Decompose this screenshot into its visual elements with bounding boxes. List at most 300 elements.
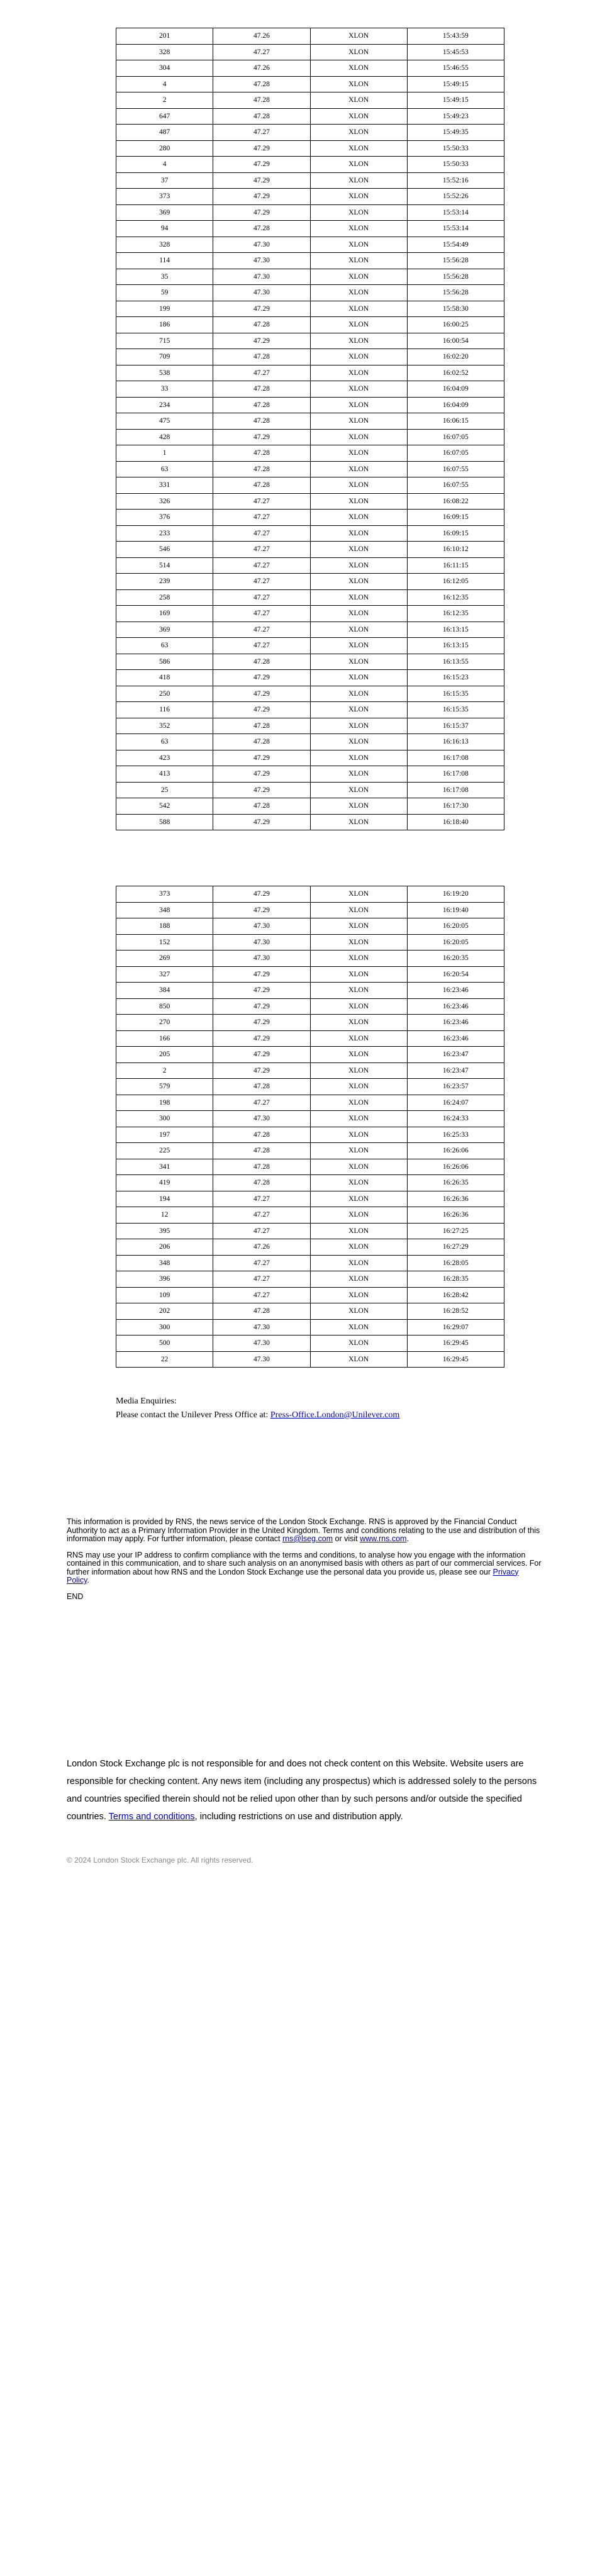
venue-cell: XLON bbox=[310, 493, 407, 510]
table-row bbox=[116, 269, 504, 285]
table-row bbox=[116, 333, 504, 349]
price-cell: 47.29 bbox=[213, 157, 310, 173]
copyright-notice: © 2024 London Stock Exchange plc. All rights reserved. bbox=[67, 1856, 253, 1865]
shares-cell: 586 bbox=[116, 654, 213, 670]
table-row bbox=[116, 702, 504, 718]
time-cell: 16:29:45 bbox=[407, 1351, 504, 1368]
table-row bbox=[116, 189, 504, 205]
table-row bbox=[116, 221, 504, 237]
media-contact bbox=[116, 1408, 399, 1422]
shares-cell: 341 bbox=[116, 1159, 213, 1175]
venue-cell: XLON bbox=[310, 1351, 407, 1368]
media-contact-text: Please contact the Unilever Press Office at: bbox=[116, 1410, 270, 1420]
time-cell: 16:07:05 bbox=[407, 429, 504, 445]
rns-notice bbox=[67, 1518, 542, 1609]
venue-cell: XLON bbox=[310, 365, 407, 381]
time-cell: 16:12:35 bbox=[407, 589, 504, 606]
price-cell: 47.28 bbox=[213, 1127, 310, 1143]
table-row bbox=[116, 686, 504, 702]
shares-cell: 239 bbox=[116, 574, 213, 590]
time-cell: 16:20:05 bbox=[407, 934, 504, 951]
media-heading: Media Enquiries: bbox=[116, 1397, 177, 1406]
venue-cell: XLON bbox=[310, 349, 407, 365]
shares-cell: 59 bbox=[116, 285, 213, 301]
venue-cell: XLON bbox=[310, 253, 407, 269]
time-cell: 16:07:55 bbox=[407, 461, 504, 477]
venue-cell: XLON bbox=[310, 1079, 407, 1095]
table-row bbox=[116, 983, 504, 999]
shares-cell: 250 bbox=[116, 686, 213, 702]
price-cell: 47.27 bbox=[213, 574, 310, 590]
privacy-policy-link[interactable]: Privacy Policy bbox=[67, 1567, 519, 1585]
price-cell: 47.28 bbox=[213, 76, 310, 92]
shares-cell: 348 bbox=[116, 1255, 213, 1271]
table-row bbox=[116, 886, 504, 903]
terms-conditions-link[interactable]: Terms and conditions bbox=[108, 1812, 195, 1822]
venue-cell: XLON bbox=[310, 814, 407, 830]
shares-cell: 166 bbox=[116, 1030, 213, 1047]
price-cell: 47.28 bbox=[213, 221, 310, 237]
shares-cell: 369 bbox=[116, 204, 213, 221]
price-cell: 47.27 bbox=[213, 365, 310, 381]
shares-cell: 300 bbox=[116, 1111, 213, 1127]
time-cell: 16:17:08 bbox=[407, 782, 504, 798]
table-row bbox=[116, 589, 504, 606]
table-row bbox=[116, 493, 504, 510]
shares-cell: 269 bbox=[116, 951, 213, 967]
price-cell: 47.29 bbox=[213, 983, 310, 999]
price-cell: 47.28 bbox=[213, 734, 310, 750]
table-row bbox=[116, 1239, 504, 1256]
price-cell: 47.30 bbox=[213, 285, 310, 301]
time-cell: 16:15:37 bbox=[407, 718, 504, 734]
shares-cell: 199 bbox=[116, 301, 213, 317]
shares-cell: 487 bbox=[116, 125, 213, 141]
venue-cell: XLON bbox=[310, 285, 407, 301]
price-cell: 47.27 bbox=[213, 125, 310, 141]
price-cell: 47.30 bbox=[213, 1351, 310, 1368]
shares-cell: 331 bbox=[116, 477, 213, 494]
shares-cell: 418 bbox=[116, 670, 213, 686]
table-row bbox=[116, 413, 504, 430]
venue-cell: XLON bbox=[310, 461, 407, 477]
price-cell: 47.30 bbox=[213, 1319, 310, 1335]
shares-cell: 186 bbox=[116, 317, 213, 333]
time-cell: 16:23:46 bbox=[407, 1015, 504, 1031]
venue-cell: XLON bbox=[310, 44, 407, 60]
time-cell: 15:50:33 bbox=[407, 140, 504, 157]
time-cell: 15:45:53 bbox=[407, 44, 504, 60]
table-row bbox=[116, 1271, 504, 1288]
time-cell: 16:15:35 bbox=[407, 686, 504, 702]
price-cell: 47.28 bbox=[213, 461, 310, 477]
shares-cell: 419 bbox=[116, 1175, 213, 1191]
venue-cell: XLON bbox=[310, 237, 407, 253]
table-row bbox=[116, 542, 504, 558]
price-cell: 47.28 bbox=[213, 445, 310, 462]
shares-cell: 373 bbox=[116, 886, 213, 903]
time-cell: 16:15:35 bbox=[407, 702, 504, 718]
shares-cell: 22 bbox=[116, 1351, 213, 1368]
price-cell: 47.28 bbox=[213, 317, 310, 333]
table-row bbox=[116, 1111, 504, 1127]
time-cell: 16:12:05 bbox=[407, 574, 504, 590]
time-cell: 16:07:55 bbox=[407, 477, 504, 494]
time-cell: 16:02:52 bbox=[407, 365, 504, 381]
price-cell: 47.27 bbox=[213, 510, 310, 526]
venue-cell: XLON bbox=[310, 934, 407, 951]
venue-cell: XLON bbox=[310, 1303, 407, 1320]
price-cell: 47.29 bbox=[213, 1015, 310, 1031]
time-cell: 15:50:33 bbox=[407, 157, 504, 173]
venue-cell: XLON bbox=[310, 983, 407, 999]
price-cell: 47.27 bbox=[213, 589, 310, 606]
venue-cell: XLON bbox=[310, 1095, 407, 1111]
shares-cell: 413 bbox=[116, 766, 213, 783]
table-row bbox=[116, 445, 504, 462]
price-cell: 47.29 bbox=[213, 966, 310, 983]
price-cell: 47.30 bbox=[213, 951, 310, 967]
table-row bbox=[116, 60, 504, 77]
table-row bbox=[116, 253, 504, 269]
shares-cell: 188 bbox=[116, 918, 213, 935]
time-cell: 16:26:06 bbox=[407, 1159, 504, 1175]
table-row bbox=[116, 365, 504, 381]
shares-cell: 384 bbox=[116, 983, 213, 999]
price-cell: 47.29 bbox=[213, 814, 310, 830]
price-cell: 47.30 bbox=[213, 934, 310, 951]
shares-cell: 2 bbox=[116, 1062, 213, 1079]
time-cell: 15:56:28 bbox=[407, 285, 504, 301]
time-cell: 15:49:35 bbox=[407, 125, 504, 141]
venue-cell: XLON bbox=[310, 413, 407, 430]
time-cell: 16:23:47 bbox=[407, 1062, 504, 1079]
venue-cell: XLON bbox=[310, 766, 407, 783]
time-cell: 16:04:09 bbox=[407, 381, 504, 398]
table-row bbox=[116, 1047, 504, 1063]
venue-cell: XLON bbox=[310, 782, 407, 798]
time-cell: 16:19:20 bbox=[407, 886, 504, 903]
table-row bbox=[116, 1175, 504, 1191]
table-row bbox=[116, 782, 504, 798]
time-cell: 16:20:54 bbox=[407, 966, 504, 983]
shares-cell: 114 bbox=[116, 253, 213, 269]
table-row bbox=[116, 622, 504, 638]
table-row bbox=[116, 798, 504, 815]
time-cell: 16:20:35 bbox=[407, 951, 504, 967]
shares-cell: 225 bbox=[116, 1143, 213, 1159]
table-row bbox=[116, 1255, 504, 1271]
time-cell: 16:07:05 bbox=[407, 445, 504, 462]
venue-cell: XLON bbox=[310, 734, 407, 750]
price-cell: 47.29 bbox=[213, 686, 310, 702]
rns-p1-mid: or visit bbox=[333, 1534, 360, 1543]
time-cell: 16:23:46 bbox=[407, 983, 504, 999]
price-cell: 47.29 bbox=[213, 1030, 310, 1047]
venue-cell: XLON bbox=[310, 108, 407, 125]
venue-cell: XLON bbox=[310, 76, 407, 92]
time-cell: 16:24:07 bbox=[407, 1095, 504, 1111]
rns-paragraph-2 bbox=[67, 1551, 542, 1585]
time-cell: 15:49:15 bbox=[407, 76, 504, 92]
table-row bbox=[116, 1015, 504, 1031]
venue-cell: XLON bbox=[310, 301, 407, 317]
shares-cell: 258 bbox=[116, 589, 213, 606]
shares-cell: 542 bbox=[116, 798, 213, 815]
time-cell: 15:53:14 bbox=[407, 204, 504, 221]
time-cell: 15:43:59 bbox=[407, 28, 504, 45]
venue-cell: XLON bbox=[310, 204, 407, 221]
price-cell: 47.29 bbox=[213, 766, 310, 783]
venue-cell: XLON bbox=[310, 1255, 407, 1271]
shares-cell: 205 bbox=[116, 1047, 213, 1063]
price-cell: 47.27 bbox=[213, 606, 310, 622]
price-cell: 47.27 bbox=[213, 44, 310, 60]
time-cell: 16:09:15 bbox=[407, 510, 504, 526]
shares-cell: 475 bbox=[116, 413, 213, 430]
venue-cell: XLON bbox=[310, 1047, 407, 1063]
venue-cell: XLON bbox=[310, 1335, 407, 1352]
table-row bbox=[116, 44, 504, 60]
price-cell: 47.30 bbox=[213, 1335, 310, 1352]
table-row bbox=[116, 951, 504, 967]
shares-cell: 233 bbox=[116, 525, 213, 542]
venue-cell: XLON bbox=[310, 1319, 407, 1335]
shares-cell: 116 bbox=[116, 702, 213, 718]
table-row bbox=[116, 1303, 504, 1320]
price-cell: 47.28 bbox=[213, 413, 310, 430]
shares-cell: 234 bbox=[116, 397, 213, 413]
venue-cell: XLON bbox=[310, 1062, 407, 1079]
shares-cell: 328 bbox=[116, 44, 213, 60]
shares-cell: 25 bbox=[116, 782, 213, 798]
price-cell: 47.27 bbox=[213, 622, 310, 638]
price-cell: 47.29 bbox=[213, 886, 310, 903]
venue-cell: XLON bbox=[310, 60, 407, 77]
table-row bbox=[116, 108, 504, 125]
venue-cell: XLON bbox=[310, 1143, 407, 1159]
price-cell: 47.27 bbox=[213, 1287, 310, 1303]
shares-cell: 304 bbox=[116, 60, 213, 77]
venue-cell: XLON bbox=[310, 1287, 407, 1303]
shares-cell: 423 bbox=[116, 750, 213, 766]
shares-cell: 63 bbox=[116, 461, 213, 477]
venue-cell: XLON bbox=[310, 998, 407, 1015]
price-cell: 47.29 bbox=[213, 750, 310, 766]
time-cell: 16:23:47 bbox=[407, 1047, 504, 1063]
time-cell: 15:52:26 bbox=[407, 189, 504, 205]
price-cell: 47.27 bbox=[213, 1207, 310, 1224]
venue-cell: XLON bbox=[310, 1223, 407, 1239]
venue-cell: XLON bbox=[310, 702, 407, 718]
venue-cell: XLON bbox=[310, 542, 407, 558]
table-row bbox=[116, 1335, 504, 1352]
price-cell: 47.27 bbox=[213, 1223, 310, 1239]
price-cell: 47.29 bbox=[213, 301, 310, 317]
venue-cell: XLON bbox=[310, 1159, 407, 1175]
shares-cell: 326 bbox=[116, 493, 213, 510]
shares-cell: 270 bbox=[116, 1015, 213, 1031]
time-cell: 16:29:07 bbox=[407, 1319, 504, 1335]
venue-cell: XLON bbox=[310, 951, 407, 967]
table-row bbox=[116, 1351, 504, 1368]
price-cell: 47.29 bbox=[213, 429, 310, 445]
rns-p2-text: RNS may use your IP address to confirm compliance with the terms and conditions, to analyse how you engage with the information contained in this communication, and to share such analysis on an anonymised basis with others as part of our commercial services. For further information about how RNS and the London Stock Exchange use the personal data you provide us, please see our bbox=[67, 1550, 542, 1576]
time-cell: 16:28:42 bbox=[407, 1287, 504, 1303]
venue-cell: XLON bbox=[310, 589, 407, 606]
venue-cell: XLON bbox=[310, 1127, 407, 1143]
table-row bbox=[116, 76, 504, 92]
rns-p1-text: This information is provided by RNS, the news service of the London Stock Exchange. RNS is approved by the Financial Conduct Authority to act as a Primary Information Provider in the United Kingdom. Terms and conditions relating to the use and distribution of this information may apply. For further information, please contact bbox=[67, 1517, 540, 1543]
price-cell: 47.29 bbox=[213, 189, 310, 205]
price-cell: 47.29 bbox=[213, 140, 310, 157]
price-cell: 47.30 bbox=[213, 269, 310, 285]
time-cell: 15:53:14 bbox=[407, 221, 504, 237]
shares-cell: 63 bbox=[116, 734, 213, 750]
shares-cell: 376 bbox=[116, 510, 213, 526]
time-cell: 16:12:35 bbox=[407, 606, 504, 622]
price-cell: 47.30 bbox=[213, 1111, 310, 1127]
table-row bbox=[116, 285, 504, 301]
shares-cell: 198 bbox=[116, 1095, 213, 1111]
price-cell: 47.30 bbox=[213, 918, 310, 935]
table-row bbox=[116, 381, 504, 398]
price-cell: 47.29 bbox=[213, 172, 310, 189]
shares-cell: 300 bbox=[116, 1319, 213, 1335]
rns-site-link[interactable]: www.rns.com bbox=[360, 1534, 407, 1543]
venue-cell: XLON bbox=[310, 1239, 407, 1256]
price-cell: 47.27 bbox=[213, 1271, 310, 1288]
time-cell: 16:26:35 bbox=[407, 1175, 504, 1191]
price-cell: 47.28 bbox=[213, 654, 310, 670]
venue-cell: XLON bbox=[310, 140, 407, 157]
venue-cell: XLON bbox=[310, 125, 407, 141]
time-cell: 16:08:22 bbox=[407, 493, 504, 510]
time-cell: 16:09:15 bbox=[407, 525, 504, 542]
table-row bbox=[116, 429, 504, 445]
venue-cell: XLON bbox=[310, 221, 407, 237]
rns-email-link[interactable]: rns@lseg.com bbox=[282, 1534, 333, 1543]
table-row bbox=[116, 349, 504, 365]
shares-cell: 647 bbox=[116, 108, 213, 125]
shares-cell: 94 bbox=[116, 221, 213, 237]
time-cell: 16:28:35 bbox=[407, 1271, 504, 1288]
price-cell: 47.28 bbox=[213, 1079, 310, 1095]
table-row bbox=[116, 734, 504, 750]
transactions-table-2 bbox=[116, 886, 504, 1368]
press-office-email-link[interactable]: Press-Office.London@Unilever.com bbox=[270, 1410, 400, 1420]
venue-cell: XLON bbox=[310, 638, 407, 654]
shares-cell: 4 bbox=[116, 76, 213, 92]
venue-cell: XLON bbox=[310, 1111, 407, 1127]
disclaimer-text: London Stock Exchange plc is not responsible for and does not check content on this Website. Website users are responsible for checking content. Any news item (including any prospectus) which is addressed solely to the persons and countries specified therein should not be relied upon other than by such persons and/or outside the specified countries. bbox=[67, 1759, 537, 1822]
price-cell: 47.28 bbox=[213, 349, 310, 365]
price-cell: 47.30 bbox=[213, 237, 310, 253]
rns-paragraph-1 bbox=[67, 1518, 542, 1544]
time-cell: 16:23:46 bbox=[407, 998, 504, 1015]
price-cell: 47.29 bbox=[213, 204, 310, 221]
table-row bbox=[116, 125, 504, 141]
venue-cell: XLON bbox=[310, 92, 407, 109]
venue-cell: XLON bbox=[310, 157, 407, 173]
price-cell: 47.28 bbox=[213, 1175, 310, 1191]
table-row bbox=[116, 477, 504, 494]
time-cell: 16:00:25 bbox=[407, 317, 504, 333]
price-cell: 47.28 bbox=[213, 1303, 310, 1320]
price-cell: 47.27 bbox=[213, 542, 310, 558]
time-cell: 15:46:55 bbox=[407, 60, 504, 77]
rns-p1-end: . bbox=[406, 1534, 409, 1543]
time-cell: 16:17:08 bbox=[407, 766, 504, 783]
time-cell: 16:13:15 bbox=[407, 622, 504, 638]
shares-cell: 396 bbox=[116, 1271, 213, 1288]
time-cell: 16:25:33 bbox=[407, 1127, 504, 1143]
time-cell: 16:27:25 bbox=[407, 1223, 504, 1239]
price-cell: 47.28 bbox=[213, 798, 310, 815]
table-row bbox=[116, 1030, 504, 1047]
shares-cell: 428 bbox=[116, 429, 213, 445]
table-row bbox=[116, 397, 504, 413]
venue-cell: XLON bbox=[310, 397, 407, 413]
venue-cell: XLON bbox=[310, 918, 407, 935]
venue-cell: XLON bbox=[310, 1015, 407, 1031]
price-cell: 47.28 bbox=[213, 108, 310, 125]
table-row bbox=[116, 140, 504, 157]
price-cell: 47.27 bbox=[213, 493, 310, 510]
table-row bbox=[116, 1159, 504, 1175]
price-cell: 47.29 bbox=[213, 702, 310, 718]
price-cell: 47.27 bbox=[213, 1255, 310, 1271]
price-cell: 47.30 bbox=[213, 253, 310, 269]
price-cell: 47.29 bbox=[213, 902, 310, 918]
price-cell: 47.29 bbox=[213, 670, 310, 686]
venue-cell: XLON bbox=[310, 525, 407, 542]
shares-cell: 37 bbox=[116, 172, 213, 189]
time-cell: 16:26:36 bbox=[407, 1207, 504, 1224]
price-cell: 47.28 bbox=[213, 1159, 310, 1175]
price-cell: 47.28 bbox=[213, 1143, 310, 1159]
table-row bbox=[116, 1143, 504, 1159]
venue-cell: XLON bbox=[310, 966, 407, 983]
table-row bbox=[116, 934, 504, 951]
shares-cell: 395 bbox=[116, 1223, 213, 1239]
shares-cell: 579 bbox=[116, 1079, 213, 1095]
shares-cell: 201 bbox=[116, 28, 213, 45]
time-cell: 16:04:09 bbox=[407, 397, 504, 413]
table-row bbox=[116, 461, 504, 477]
time-cell: 16:26:06 bbox=[407, 1143, 504, 1159]
table-row bbox=[116, 1062, 504, 1079]
table-row bbox=[116, 1095, 504, 1111]
time-cell: 15:58:30 bbox=[407, 301, 504, 317]
time-cell: 16:19:40 bbox=[407, 902, 504, 918]
shares-cell: 1 bbox=[116, 445, 213, 462]
table-row bbox=[116, 172, 504, 189]
table-row bbox=[116, 918, 504, 935]
table-row bbox=[116, 1287, 504, 1303]
shares-cell: 709 bbox=[116, 349, 213, 365]
transactions-table-1 bbox=[116, 28, 504, 830]
price-cell: 47.27 bbox=[213, 638, 310, 654]
venue-cell: XLON bbox=[310, 798, 407, 815]
table-row bbox=[116, 814, 504, 830]
shares-cell: 348 bbox=[116, 902, 213, 918]
shares-cell: 2 bbox=[116, 92, 213, 109]
price-cell: 47.29 bbox=[213, 1062, 310, 1079]
table-row bbox=[116, 998, 504, 1015]
table-row bbox=[116, 92, 504, 109]
table-row bbox=[116, 1223, 504, 1239]
